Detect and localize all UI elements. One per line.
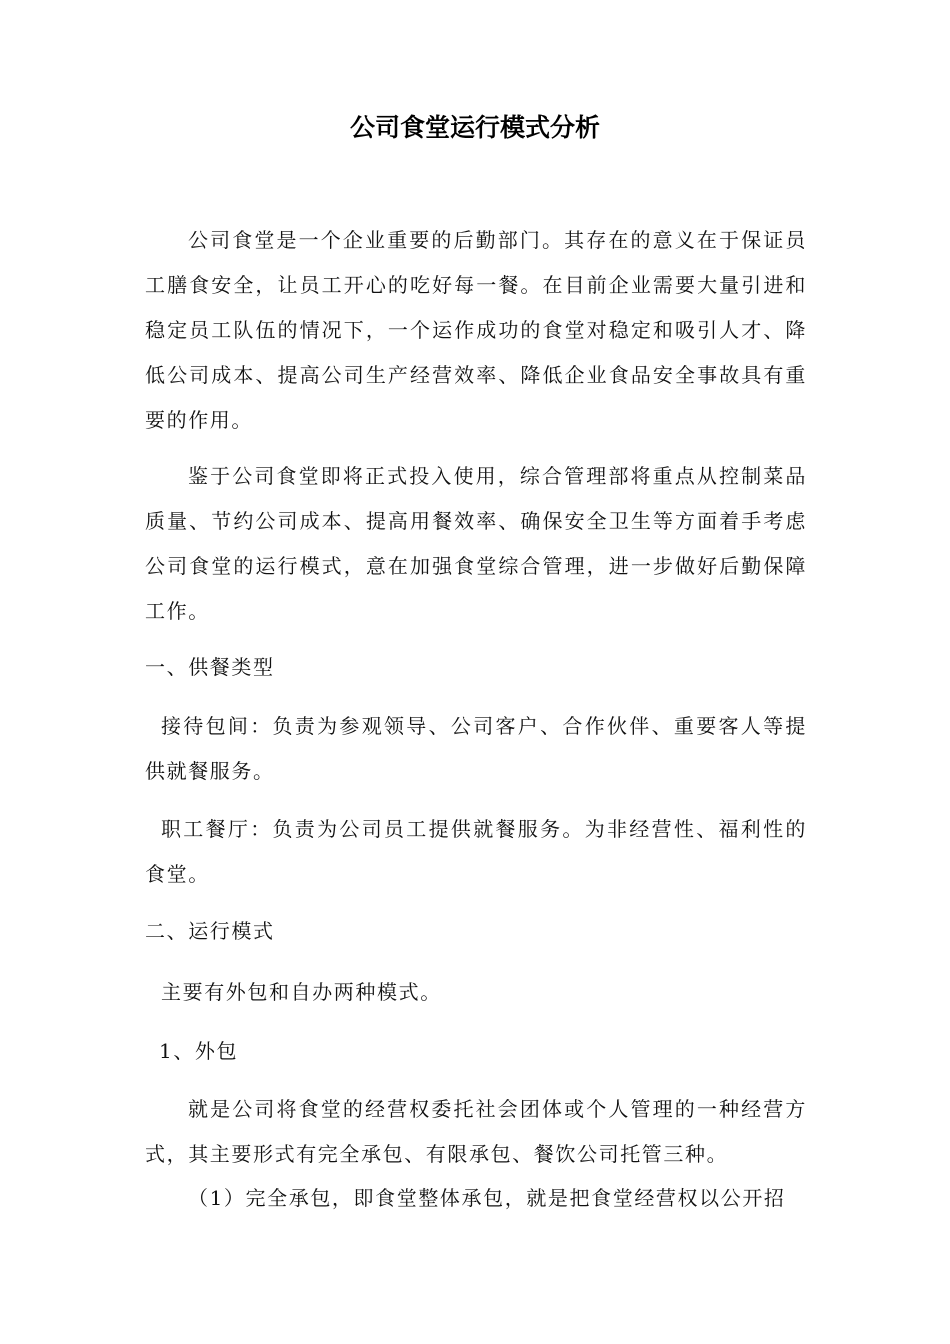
section-heading-meal-types: 一、供餐类型	[145, 655, 275, 679]
paragraph-staff-canteen: 职工餐厅：负责为公司员工提供就餐服务。为非经营性、福利性的食堂。	[145, 817, 807, 886]
subheading-outsourcing: 1、外包	[159, 1039, 239, 1063]
paragraph-outsourcing-definition: 就是公司将食堂的经营权委托社会团体或个人管理的一种经营方式，其主要形式有完全承包、有限承包、餐饮公司托管三种。	[145, 1097, 807, 1166]
page-title: 公司食堂运行模式分析	[349, 113, 600, 142]
paragraph-purpose: 鉴于公司食堂即将正式投入使用，综合管理部将重点从控制菜品质量、节约公司成本、提高用餐效率、确保安全卫生等方面着手考虑公司食堂的运行模式，意在加强食堂综合管理，进一步做好后勤保障工作。	[145, 464, 807, 623]
section-heading-operation-modes: 二、运行模式	[145, 919, 275, 943]
paragraph-reception-room: 接待包间：负责为参观领导、公司客户、合作伙伴、重要客人等提供就餐服务。	[145, 714, 807, 783]
paragraph-two-modes: 主要有外包和自办两种模式。	[161, 980, 442, 1004]
paragraph-full-contract: （1）完全承包，即食堂整体承包，就是把食堂经营权以公开招	[188, 1186, 786, 1210]
paragraph-intro: 公司食堂是一个企业重要的后勤部门。其存在的意义在于保证员工膳食安全，让员工开心的吃好每一餐。在目前企业需要大量引进和稳定员工队伍的情况下，一个运作成功的食堂对稳定和吸引人才、降低公司成本、提高公司生产经营效率、降低企业食品安全事故具有重要的作用。	[145, 228, 807, 432]
